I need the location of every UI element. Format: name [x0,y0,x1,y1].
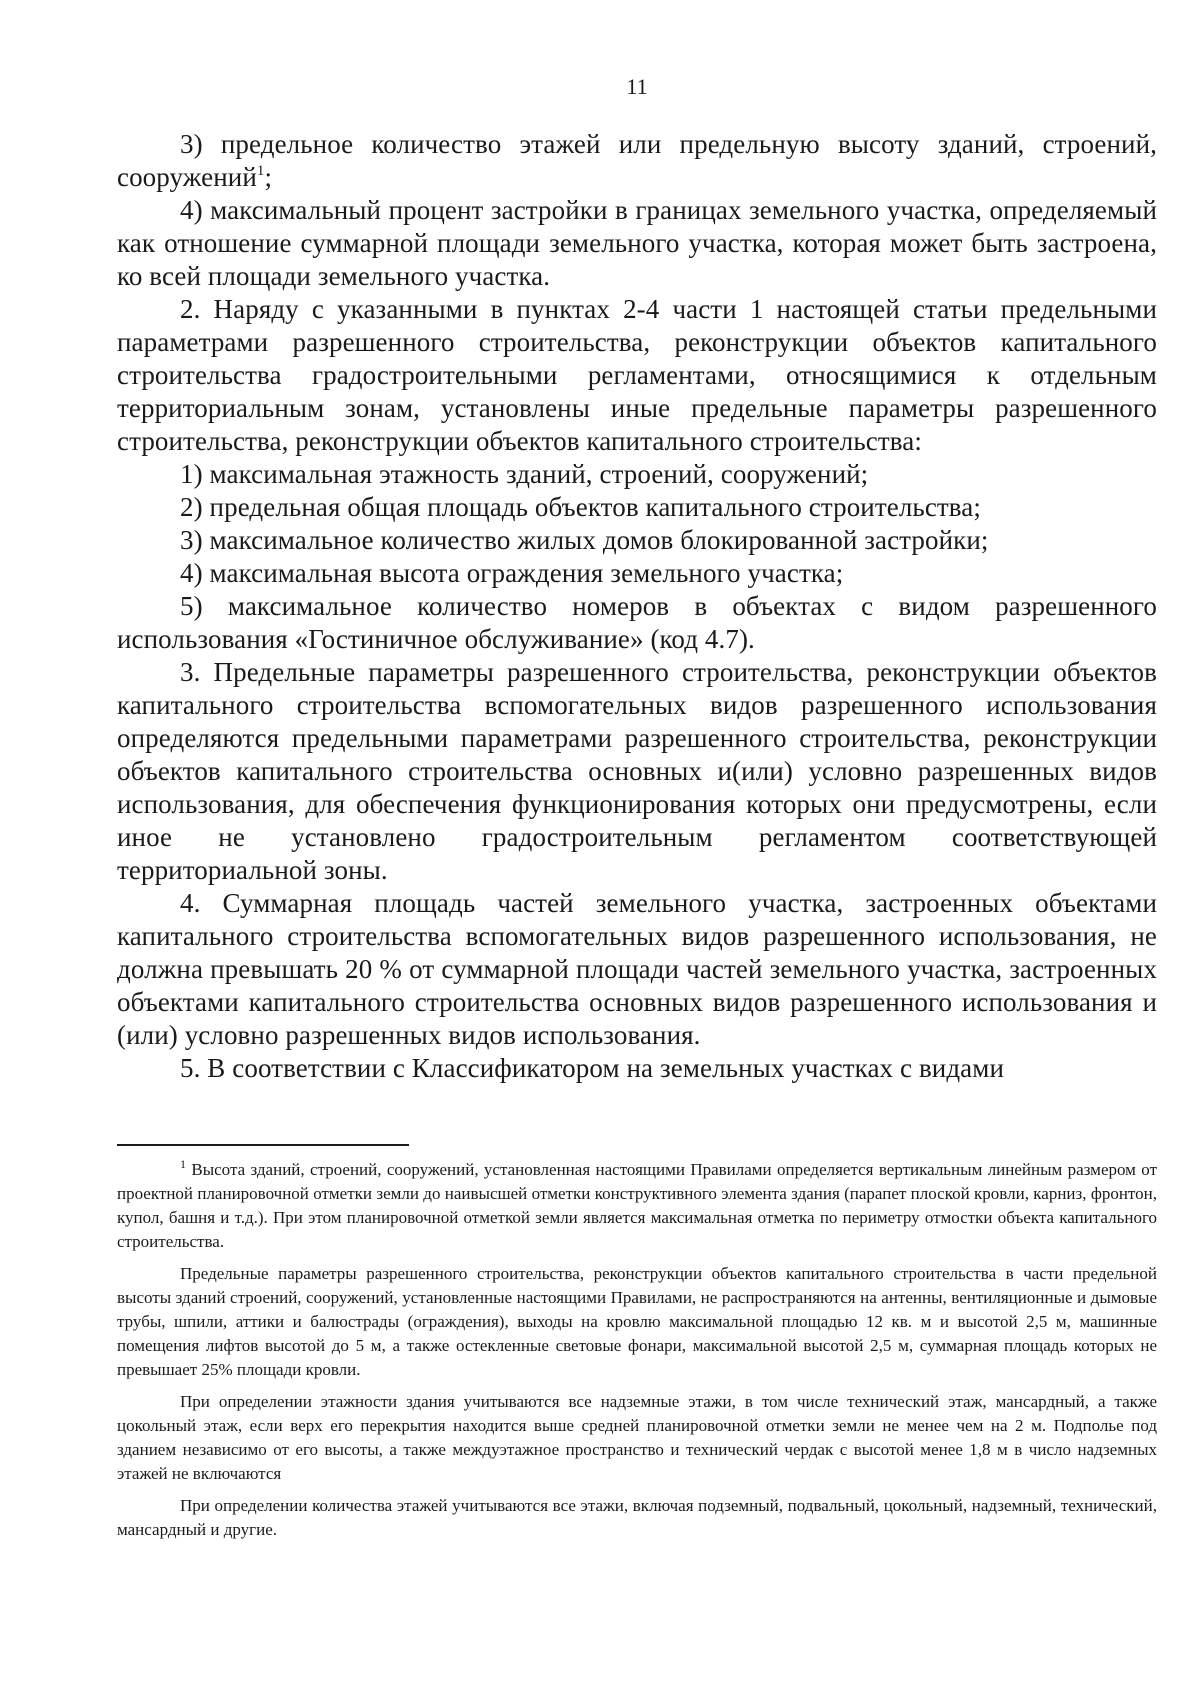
footnote-reference[interactable]: 1 [256,163,265,179]
footnote-paragraph-4: При определении количества этажей учитываются все этажи, включая подземный, подвальный, цокольный, надземный, технический, мансардный и другие. [117,1496,1157,1539]
footnote-mark: 1 [180,1157,186,1171]
list-item-1: 1) максимальная этажность зданий, строений, сооружений; [180,459,869,489]
document-page [117,0,1157,1696]
footnote-text: Высота зданий, строений, сооружений, установленная настоящими Правилами определяется вертикальным линейным размером от проектной планировочной отметки земли до наивысшей отметки конструктивного элемента здания (парапет плоской кровли, карниз, фронтон, купол, башня и т.д.). При этом планировочной отметкой земли является максимальная отметка по периметру отмостки объекта капитального строительства. [117,1160,1157,1251]
list-item-4: 4) максимальная высота ограждения земельного участка; [180,558,844,588]
list-item-5: 5) максимальное количество номеров в объектах с видом разрешенного использования «Гостиничное обслуживание» (код 4.7). [117,591,1157,654]
footnote-divider [117,1144,409,1146]
paragraph-section-3: 3. Предельные параметры разрешенного строительства, реконструкции объектов капитального строительства вспомогательных видов разрешенного использования определяются предельными параметрами разрешенного строительства, реконструкции объектов капитального строительства основных и(или) условно разрешенных видов использования, для обеспечения функционирования которых они предусмотрены, если иное не установлено градостроительным регламентом соответствующей территориальной зоны. [117,657,1157,885]
paragraph-section-5: 5. В соответствии с Классификатором на земельных участках с видами [180,1053,1004,1083]
page-number: 11 [626,74,648,99]
footnote-paragraph-3: При определении этажности здания учитываются все надземные этажи, в том числе технический этаж, мансардный, а также цокольный этаж, если верх его перекрытия находится выше средней планировочной отметки земли не менее чем на 2 м. Подполье под зданием независимо от его высоты, а также междуэтажное пространство и технический чердак с высотой менее 1,8 м в число надземных этажей не включаются [117,1392,1157,1483]
footnote-1 [117,1158,1157,1254]
paragraph-section-4: 4. Суммарная площадь частей земельного участка, застроенных объектами капитального строительства вспомогательных видов разрешенного использования, не должна превышать 20 % от суммарной площади частей земельного участка, застроенных объектами капитального строительства основных видов разрешенного использования и (или) условно разрешенных видов использования. [117,888,1157,1050]
paragraph-tail: ; [264,162,273,192]
list-item-3: 3) максимальное количество жилых домов блокированной застройки; [180,525,989,555]
paragraph-item-4: 4) максимальный процент застройки в границах земельного участка, определяемый как отношение суммарной площади земельного участка, которая может быть застроена, ко всей площади земельного участка. [117,195,1157,291]
list-item-2: 2) предельная общая площадь объектов капитального строительства; [180,492,981,522]
footnote-paragraph-2: Предельные параметры разрешенного строительства, реконструкции объектов капитального строительства в части предельной высоты зданий строений, сооружений, установленные настоящими Правилами, не распространяются на антенны, вентиляционные и дымовые трубы, шпили, аттики и балюстрады (ограждения), выходы на кровлю максимальной площадью 12 кв. м и высотой 2,5 м, машинные помещения лифтов высотой до 5 м, а также остекленные световые фонари, максимальной высотой 2,5 м, суммарная площадь которых не превышает 25% площади кровли. [117,1264,1157,1379]
paragraph-item-3 [117,128,1157,194]
footnotes [117,1158,1157,1550]
paragraph-section-2: 2. Наряду с указанными в пунктах 2-4 части 1 настоящей статьи предельными параметрами разрешенного строительства, реконструкции объектов капитального строительства градостроительными регламентами, относящимися к отдельным территориальным зонам, установлены иные предельные параметры разрешенного строительства, реконструкции объектов капитального строительства: [117,294,1157,456]
main-text [117,128,1157,1085]
paragraph-text: 3) предельное количество этажей или предельную высоту зданий, строений, сооружений [117,129,1157,192]
